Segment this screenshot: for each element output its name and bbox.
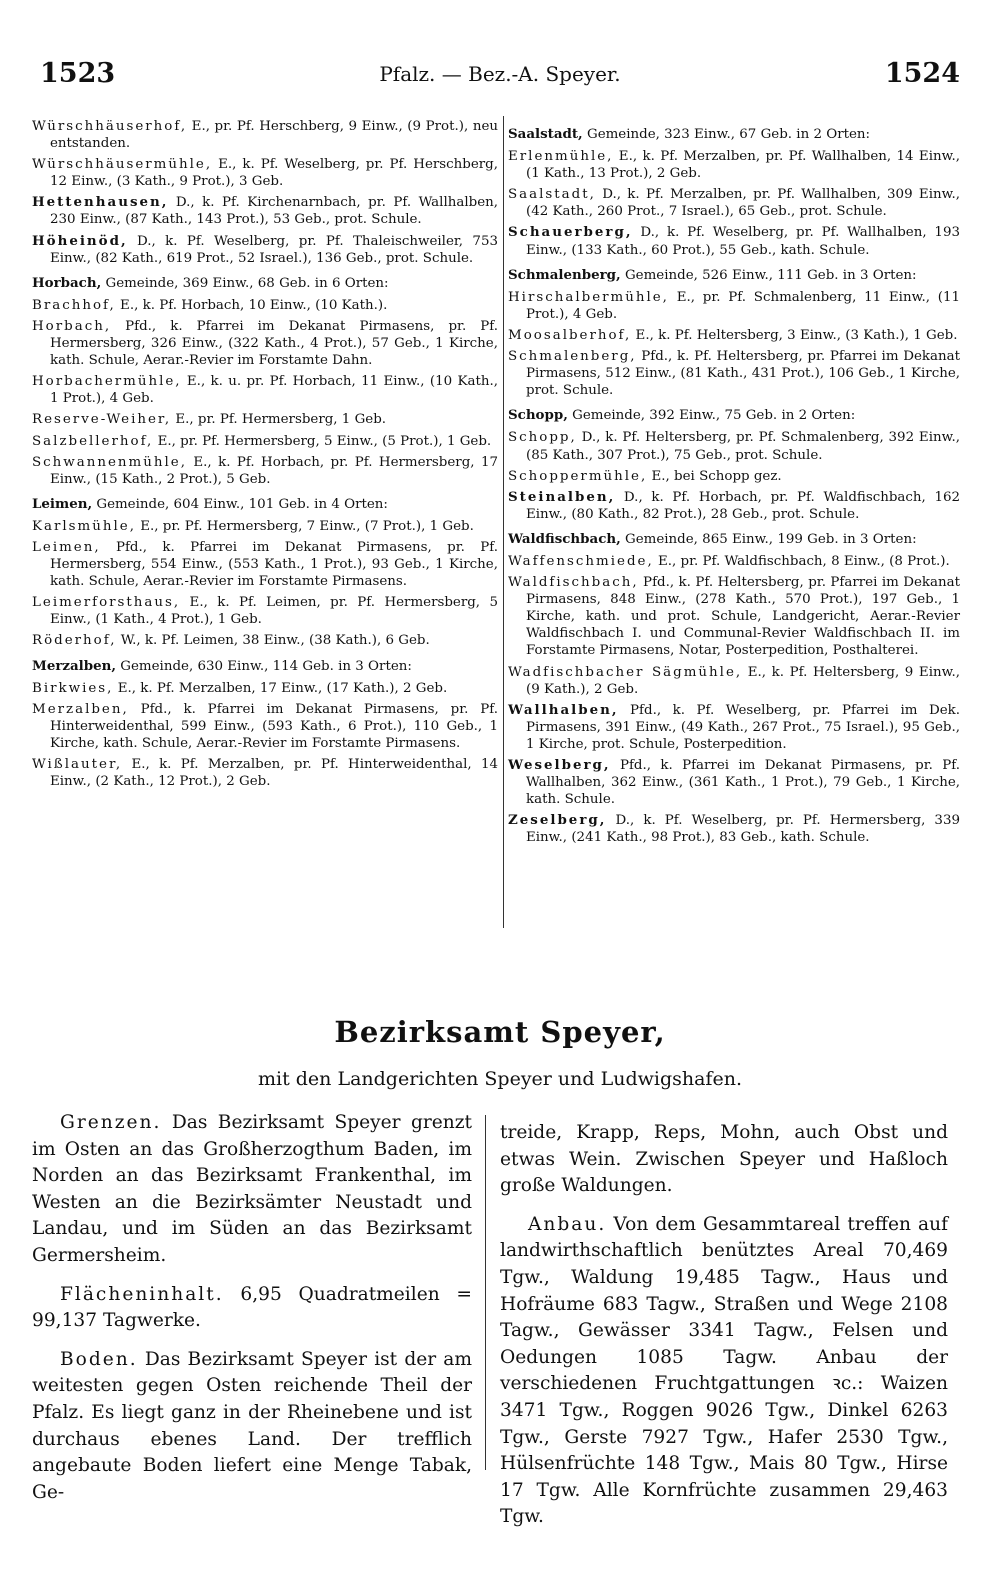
district-paragraph — [32, 1347, 472, 1507]
paragraph-text: treide, Krapp, Reps, Mohn, auch Obst und etwas Wein. Zwischen Speyer und Haßloch große Waldungen. — [500, 1122, 948, 1197]
place-entry — [32, 118, 498, 152]
place-name: Hettenhausen, — [32, 194, 169, 211]
place-name: Höheinöd, — [32, 232, 128, 249]
place-name: Saalstadt, — [508, 126, 583, 142]
place-entry — [508, 148, 960, 182]
district-subtitle: mit den Landgerichten Speyer und Ludwigshafen. — [258, 1068, 742, 1090]
place-name: Schopp, — [508, 407, 568, 424]
district-paragraph — [500, 1212, 948, 1531]
place-details: Pfd., k. Pfarrei im Dekanat Pirmasens, pr. Pf. Hermersberg, 326 Einw., (322 Kath., 4 Prot.), 57 Geb., 1 Kirche, kath. Schule, Aerar.-Revier im Forstamte Dahn. — [50, 318, 498, 369]
place-details: E., pr. Pf. Herschberg, 9 Einw., (9 Prot.), neu entstanden. — [50, 119, 498, 152]
place-details: Pfd., k. Pf. Weselberg, pr. Pfarrei im Dek. Pirmasens, 391 Einw., (49 Kath., 267 Prot., 75 Israel.), 95 Geb., 1 Kirche, prot. Schule, Posterpedition. — [526, 702, 960, 752]
place-entry — [508, 186, 960, 220]
place-details: D., k. Pf. Heltersberg, pr. Pf. Schmalenberg, 392 Einw., (85 Kath., 307 Prot.), 75 Geb., prot. Schule. — [526, 430, 960, 463]
place-entry — [32, 233, 498, 267]
place-name: Schauerberg, — [508, 224, 633, 241]
place-details: E., k. Pf. Merzalben, pr. Pf. Wallhalben, 14 Einw., (1 Kath., 13 Prot.), 2 Geb. — [526, 149, 960, 182]
place-details: E., k. Pf. Merzalben, pr. Pf. Hinterweidenthal, 14 Einw., (2 Kath., 12 Prot.), 2 Geb. — [50, 757, 498, 790]
place-details: E., k. Pf. Horbach, 10 Einw., (10 Kath.). — [115, 297, 388, 313]
place-details: E., pr. Pf. Waldfischbach, 8 Einw., (8 Prot.). — [653, 553, 950, 569]
place-details: W., k. Pf. Leimen, 38 Einw., (38 Kath.), 6 Geb. — [116, 633, 430, 649]
place-name: Waldfischbach, — [508, 575, 639, 591]
place-name: Schwannenmühle, — [32, 454, 187, 470]
place-name: Schmalenberg, — [508, 349, 637, 365]
place-details: E., pr. Pf. Schmalenberg, 11 Einw., (11 Prot.), 4 Geb. — [526, 289, 960, 322]
place-entry — [32, 680, 498, 697]
place-name: Birkwies, — [32, 680, 114, 696]
place-details: E., k. Pf. Merzalben, 17 Einw., (17 Kath.), 2 Geb. — [113, 680, 448, 696]
place-name: Wallhalben, — [508, 701, 619, 718]
place-name: Horbach, — [32, 318, 112, 334]
place-details: E., k. Pf. Weselberg, pr. Pf. Herschberg, 12 Einw., (3 Kath., 9 Prot.), 3 Geb. — [50, 157, 498, 190]
place-name: Weselberg, — [508, 757, 611, 773]
place-details: Gemeinde, 526 Einw., 111 Geb. in 3 Orten: — [620, 267, 917, 283]
right-gazetteer-column — [508, 118, 960, 850]
place-entry — [32, 594, 498, 628]
paragraph-text: 6,95 Quadratmeilen = 99,137 Tagwerke. — [32, 1283, 472, 1332]
place-details: E., pr. Pf. Hermersberg, 7 Einw., (7 Prot.), 1 Geb. — [135, 518, 474, 534]
place-entry — [32, 318, 498, 369]
place-name: Zeselberg, — [508, 812, 607, 829]
municipality-heading — [508, 267, 960, 284]
paragraph-keyword: Grenzen. — [60, 1112, 162, 1133]
place-name: Wadfischbacher Sägmühle, — [508, 664, 743, 680]
place-details: Gemeinde, 604 Einw., 101 Geb. in 4 Orten: — [92, 496, 388, 512]
place-name: Würschhäusermühle, — [32, 157, 213, 173]
place-details: E., k. Pf. Leimen, pr. Pf. Hermersberg, 5 Einw., (1 Kath., 4 Prot.), 1 Geb. — [50, 595, 498, 628]
district-paragraph — [32, 1110, 472, 1270]
place-details: E., k. Pf. Horbach, pr. Pf. Hermersberg, 17 Einw., (15 Kath., 2 Prot.), 5 Geb. — [50, 454, 498, 487]
place-entry — [32, 756, 498, 790]
district-text-right — [500, 1120, 948, 1543]
place-entry — [32, 632, 498, 649]
page-number-left: 1523 — [40, 58, 116, 89]
municipality-heading — [32, 496, 498, 513]
place-name: Waldfischbach, — [508, 530, 621, 547]
place-entry — [508, 664, 960, 698]
place-details: D., k. Pf. Kirchenarnbach, pr. Pf. Wallhalben, 230 Einw., (87 Kath., 143 Prot.), 53 Geb., prot. Schule. — [50, 195, 498, 228]
place-entry — [32, 194, 498, 228]
place-name: Karlsmühle, — [32, 518, 136, 534]
place-details: D., k. Pf. Weselberg, pr. Pf. Wallhalben, 193 Einw., (133 Kath., 60 Prot.), 55 Geb., kath. Schule. — [526, 225, 960, 258]
municipality-heading — [32, 658, 498, 675]
paragraph-text: Das Bezirksamt Speyer ist der am weitesten gegen Osten reichende Theil der Pfalz. Es liegt ganz in der Rheinebene und ist durchaus ebenes Land. Der trefflich angebaute Boden liefert eine Menge Tabak, Ge- — [32, 1348, 472, 1503]
place-entry — [508, 812, 960, 846]
place-entry — [32, 156, 498, 190]
place-entry — [508, 468, 960, 485]
place-name: Saalstadt, — [508, 187, 596, 203]
district-title: Bezirksamt Speyer, — [334, 1015, 666, 1049]
place-name: Leimen, — [32, 495, 93, 512]
municipality-heading — [32, 275, 498, 292]
municipality-heading — [508, 407, 960, 424]
municipality-heading — [508, 126, 960, 143]
place-details: D., k. Pf. Weselberg, pr. Pf. Hermersberg, 339 Einw., (241 Kath., 98 Prot.), 83 Geb., kath. Schule. — [526, 813, 960, 846]
place-details: E., k. Pf. Heltersberg, 9 Einw., (9 Kath.), 2 Geb. — [526, 664, 961, 697]
place-name: Schoppermühle, — [508, 468, 648, 484]
place-details: E., k. Pf. Heltersberg, 3 Einw., (3 Kath.), 1 Geb. — [631, 327, 958, 343]
place-entry — [32, 433, 498, 450]
place-entry — [508, 702, 960, 753]
column-divider — [503, 116, 504, 928]
place-entry — [32, 518, 498, 535]
place-name: Schmalenberg, — [508, 266, 621, 283]
place-name: Leimen, — [32, 539, 101, 555]
place-entry — [508, 327, 960, 344]
district-paragraph — [500, 1120, 948, 1200]
place-name: Erlenmühle, — [508, 149, 614, 165]
place-details: E., pr. Pf. Hermersberg, 1 Geb. — [171, 412, 387, 428]
place-details: Pfd., k. Pfarrei im Dekanat Pirmasens, pr. Pf. Hinterweidenthal, 599 Einw., (593 Kath., 6 Prot.), 110 Geb., 1 Kirche, kath. Schule, Aerar.-Revier im Forstamte Pirmasens. — [50, 701, 498, 751]
body-column-divider — [485, 1115, 486, 1470]
place-entry — [32, 297, 498, 314]
place-name: Reserve-Weiher, — [32, 412, 172, 428]
place-entry — [32, 454, 498, 488]
left-gazetteer-column — [32, 118, 498, 794]
place-details: Gemeinde, 865 Einw., 199 Geb. in 3 Orten: — [620, 531, 917, 547]
place-entry — [508, 489, 960, 523]
place-name: Brachhof, — [32, 297, 116, 313]
place-entry — [508, 429, 960, 463]
place-name: Horbachermühle, — [32, 374, 182, 390]
place-details: E., pr. Pf. Hermersberg, 5 Einw., (5 Prot.), 1 Geb. — [153, 433, 492, 449]
paragraph-keyword: Flächeninhalt. — [60, 1283, 224, 1305]
place-details: E., k. u. pr. Pf. Horbach, 11 Einw., (10 Kath., 1 Prot.), 4 Geb. — [50, 374, 498, 407]
place-entry — [32, 373, 498, 407]
place-entry — [32, 411, 498, 428]
place-name: Wißlauter, — [32, 757, 123, 772]
place-details: Gemeinde, 323 Einw., 67 Geb. in 2 Orten: — [582, 127, 871, 142]
place-name: Merzalben, — [32, 657, 117, 674]
place-details: Pfd., k. Pf. Heltersberg, pr. Pfarrei im Dekanat Pirmasens, 512 Einw., (81 Kath., 431 Prot.), 106 Geb., 1 Kirche, prot. Schule. — [526, 349, 960, 399]
place-details: Gemeinde, 369 Einw., 68 Geb. in 6 Orten: — [101, 275, 389, 291]
place-name: Horbach, — [32, 274, 102, 291]
place-details: D., k. Pf. Merzalben, pr. Pf. Wallhalben, 309 Einw., (42 Kath., 260 Prot., 7 Israel.), 65 Geb., prot. Schule. — [526, 187, 960, 220]
place-details: Gemeinde, 392 Einw., 75 Geb. in 2 Orten: — [567, 408, 856, 424]
place-details: Pfd., k. Pf. Heltersberg, pr. Pfarrei im Dekanat Pirmasens, 848 Einw., (278 Kath., 570 Prot.), 197 Geb., 1 Kirche, kath. und prot. Schule, Landgericht, Aerar.-Revier Waldfischbach I. und Communal-Revier Waldfischbach II. im Forstamte Pirmasens, Notar, Posterpedition, Posthalterei. — [526, 575, 960, 659]
place-entry — [508, 289, 960, 323]
place-entry — [32, 539, 498, 590]
place-details: D., k. Pf. Horbach, pr. Pf. Waldfischbach, 162 Einw., (80 Kath., 82 Prot.), 28 Geb., prot. Schule. — [526, 489, 960, 522]
place-entry — [508, 348, 960, 399]
place-name: Salzbellerhof, — [32, 433, 154, 449]
district-text-left — [32, 1110, 472, 1518]
running-head: Pfalz. — Bez.-A. Speyer. — [379, 62, 621, 86]
place-details: Pfd., k. Pfarrei im Dekanat Pirmasens, pr. Pf. Hermersberg, 554 Einw., (553 Kath., 1 Prot.), 93 Geb., 1 Kirche, kath. Schule, Aerar.-Revier im Forstamte Pirmasens. — [50, 539, 498, 590]
place-name: Moosalberhof, — [508, 327, 632, 343]
place-name: Merzalben, — [32, 701, 129, 717]
municipality-heading — [508, 531, 960, 548]
place-name: Röderhof, — [32, 633, 117, 649]
place-entry — [508, 553, 960, 570]
paragraph-keyword: Anbau. — [528, 1213, 607, 1235]
place-details: Gemeinde, 630 Einw., 114 Geb. in 3 Orten: — [116, 658, 412, 674]
place-entry — [32, 701, 498, 752]
place-details: D., k. Pf. Weselberg, pr. Pf. Thaleischweiler, 753 Einw., (82 Kath., 619 Prot., 52 Israel.), 136 Geb., prot. Schule. — [50, 233, 498, 266]
paragraph-keyword: Boden. — [60, 1348, 138, 1370]
place-name: Waffenschmiede, — [508, 553, 654, 569]
place-entry — [508, 757, 960, 808]
page-header — [40, 58, 960, 92]
paragraph-text: Das Bezirksamt Speyer grenzt im Osten an das Großherzogthum Baden, im Norden an das Bezirksamt Frankenthal, im Westen an die Bezirksämter Neustadt und Landau, und im Süden an das Bezirksamt Germersheim. — [32, 1112, 472, 1266]
place-entry — [508, 224, 960, 258]
place-name: Steinalben, — [508, 488, 616, 505]
place-details: E., bei Schopp gez. — [647, 468, 782, 484]
place-name: Würschhäuserhof, — [32, 119, 188, 134]
paragraph-text: Von dem Gesammtareal treffen auf landwirthschaftlich benütztes Areal 70,469 Tgw., Waldung 19,485 Tagw., Haus und Hofräume 683 Tagw., Straßen und Wege 2108 Tagw., Gewässer 3341 Tagw., Felsen und Oedungen 1085 Tagw. Anbau der verschiedenen Fruchtgattungen ꝛc.: Waizen 3471 Tgw., Roggen 9026 Tgw., Dinkel 6263 Tgw., Gerste 7927 Tgw., Hafer 2530 Tgw., Hülsenfrüchte 148 Tgw., Mais 80 Tgw., Hirse 17 Tgw. Alle Kornfrüchte zusammen 29,463 Tgw. — [500, 1213, 948, 1528]
place-name: Leimerforsthaus, — [32, 595, 181, 611]
page-number-right: 1524 — [884, 58, 960, 89]
place-name: Hirschalbermühle, — [508, 289, 669, 305]
place-entry — [508, 574, 960, 659]
place-details: Pfd., k. Pfarrei im Dekanat Pirmasens, pr. Pf. Wallhalben, 362 Einw., (361 Kath., 1 Prot.), 79 Geb., 1 Kirche, kath. Schule. — [526, 758, 960, 808]
district-paragraph — [32, 1282, 472, 1335]
place-name: Schopp, — [508, 430, 577, 446]
